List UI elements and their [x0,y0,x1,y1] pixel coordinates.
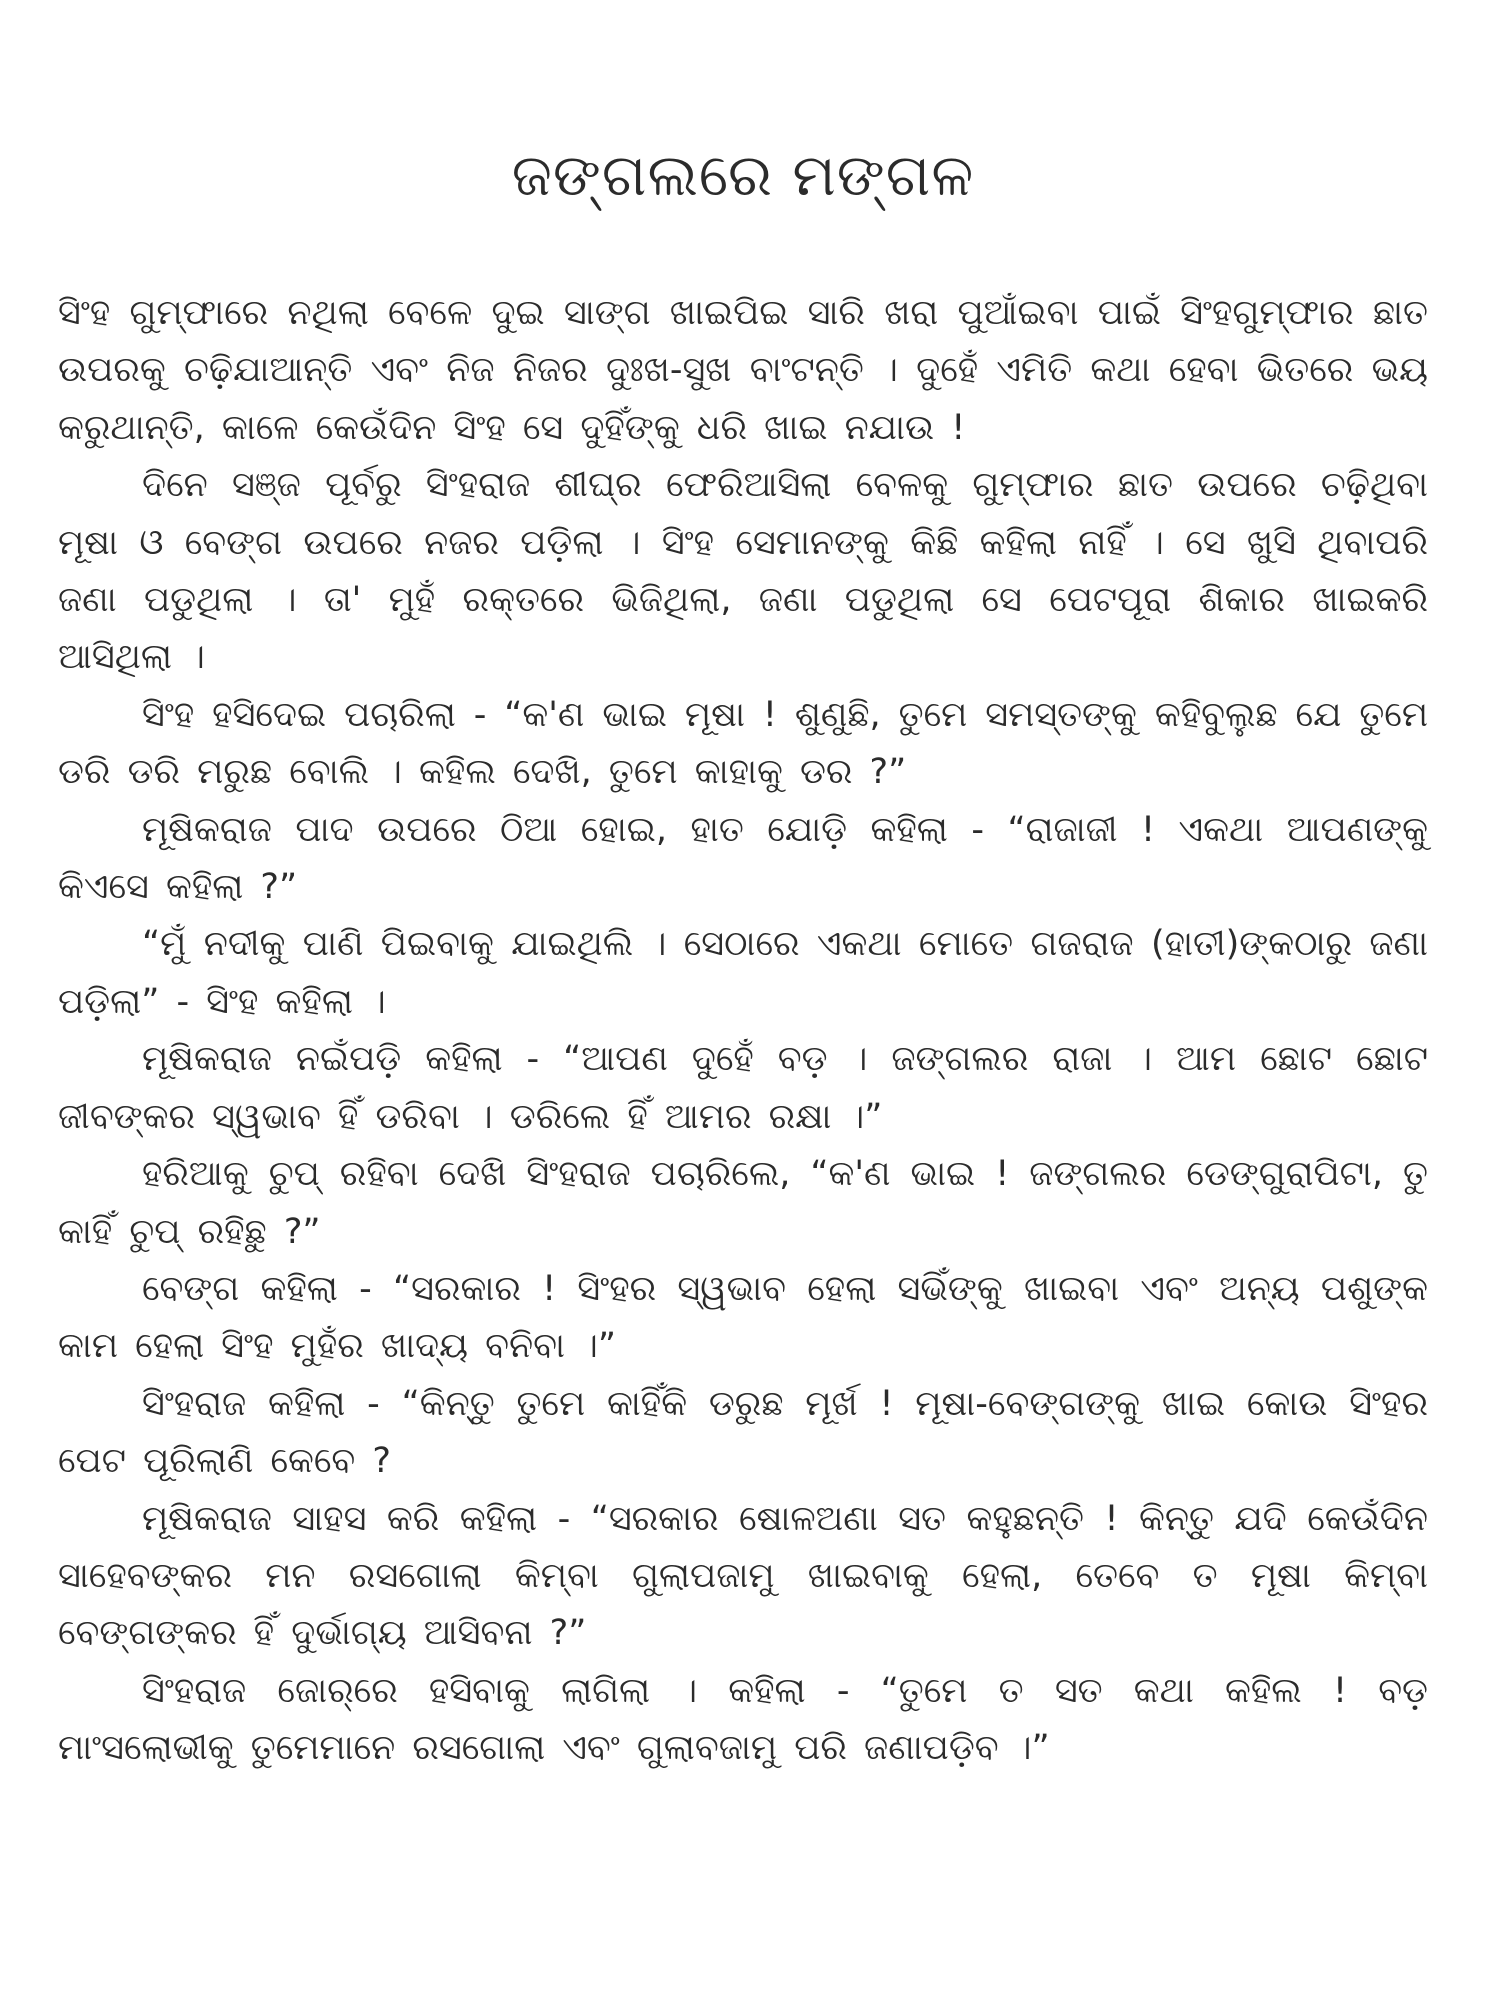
story-body [58,285,1428,1778]
story-title: ଜଙ୍ଗଲରେ ମଙ୍ଗଳ [511,141,975,209]
paragraph: ସିଂହ ହସିଦେଇ ପଚାରିଲା - “କ'ଣ ଭାଇ ମୂଷା ! ଶୁଣୁଛି, ତୁମେ ସମସ୍ତଙ୍କୁ କହିବୁଲୁଛ ଯେ ତୁମେ ଡରି ଡରି ମରୁଛ ବୋଲି । କହିଲ ଦେଖି, ତୁମେ କାହାକୁ ଡର ?” [58,694,1428,793]
paragraph: ବେଙ୍ଗ କହିଲା - “ସରକାର ! ସିଂହର ସ୍ୱଭାବ ହେଲା ସଭିଁଙ୍କୁ ଖାଇବା ଏବଂ ଅନ୍ୟ ପଶୁଙ୍କ କାମ ହେଲା ସିଂହ ମୁହଁର ଖାଦ୍ୟ ବନିବା ।” [58,1268,1428,1367]
paragraph: ସିଂହରାଜ କହିଲା - “କିନ୍ତୁ ତୁମେ କାହିଁକି ଡରୁଛ ମୂର୍ଖ ! ମୂଷା-ବେଙ୍ଗଙ୍କୁ ଖାଇ କୋଉ ସିଂହର ପେଟ ପୂରିଲାଣି କେବେ ? [58,1383,1428,1482]
paragraph: ମୂଷିକରାଜ ସାହସ କରି କହିଲା - “ସରକାର ଷୋଳଅଣା ସତ କହୁଛନ୍ତି ! କିନ୍ତୁ ଯଦି କେଉଁଦିନ ସାହେବଙ୍କର ମନ ରସଗୋଲା କିମ୍ବା ଗୁଲାପଜାମୁ ଖାଇବାକୁ ହେଲା, ତେବେ ତ ମୂଷା କିମ୍ବା ବେଙ୍ଗଙ୍କର ହିଁ ଦୁର୍ଭାଗ୍ୟ ଆସିବନା ?” [58,1498,1428,1654]
paragraph: ମୂଷିକରାଜ ନଇଁପଡ଼ି କହିଲା - “ଆପଣ ଦୁହେଁ ବଡ଼ । ଜଙ୍ଗଲର ରାଜା । ଆମ ଛୋଟ ଛୋଟ ଜୀବଙ୍କର ସ୍ୱଭାବ ହିଁ ଡରିବା । ଡରିଲେ ହିଁ ଆମର ରକ୍ଷା ।” [58,1039,1428,1137]
paragraph: “ମୁଁ ନଦୀକୁ ପାଣି ପିଇବାକୁ ଯାଇଥିଲି । ସେଠାରେ ଏକଥା ମୋତେ ଗଜରାଜ (ହାତୀ)ଙ୍କଠାରୁ ଜଣା ପଡ଼ିଲା” - ସିଂହ କହିଲା । [58,924,1428,1022]
paragraph: ସିଂହରାଜ ଜୋର୍‌ରେ ହସିବାକୁ ଲାଗିଲା । କହିଲା - “ତୁମେ ତ ସତ କଥା କହିଲ ! ବଡ଼ ମାଂସଲୋଭୀକୁ ତୁମେମାନେ ରସଗୋଲା ଏବଂ ଗୁଲାବଜାମୁ ପରି ଜଣାପଡ଼ିବ ।” [58,1670,1428,1769]
paragraph: ସିଂହ ଗୁମ୍ଫାରେ ନଥିଲା ବେଳେ ଦୁଇ ସାଙ୍ଗ ଖାଇପିଇ ସାରି ଖରା ପୁଆଁଇବା ପାଇଁ ସିଂହଗୁମ୍ଫାର ଛାତ ଉପରକୁ ଚଢ଼ିଯାଆନ୍ତି ଏବଂ ନିଜ ନିଜର ଦୁଃଖ-ସୁଖ ବାଂଟନ୍ତି । ଦୁହେଁ ଏମିତି କଥା ହେବା ଭିତରେ ଭୟ କରୁଥାନ୍ତି, କାଳେ କେଉଁଦିନ ସିଂହ ସେ ଦୁହିଁଙ୍କୁ ଧରି ଖାଇ ନଯାଉ ! [58,293,1428,448]
paragraph: ଦିନେ ସଞ୍ଜ ପୂର୍ବରୁ ସିଂହରାଜ ଶୀଘ୍ର ଫେରିଆସିଲା ବେଳକୁ ଗୁମ୍ଫାର ଛାତ ଉପରେ ଚଢ଼ିଥିବା ମୂଷା ଓ ବେଙ୍ଗ ଉପରେ ନଜର ପଡ଼ିଲା । ସିଂହ ସେମାନଙ୍କୁ କିଛି କହିଲା ନାହିଁ । ସେ ଖୁସି ଥିବାପରି ଜଣା ପଡୁଥିଲା । ତା' ମୁହଁ ରକ୍ତରେ ଭିଜିଥିଲା, ଜଣା ପଡୁଥିଲା ସେ ପେଟପୂରା ଶିକାର ଖାଇକରି ଆସିଥିଲା । [58,465,1428,678]
paragraph: ମୂଷିକରାଜ ପାଦ ଉପରେ ଠିଆ ହୋଇ, ହାତ ଯୋଡ଼ି କହିଲା - “ରାଜାଜୀ ! ଏକଥା ଆପଣଙ୍କୁ କିଏସେ କହିଲା ?” [58,809,1428,908]
paragraph: ହରିଆକୁ ଚୁପ୍ ରହିବା ଦେଖି ସିଂହରାଜ ପଚାରିଲେ, “କ'ଣ ଭାଇ ! ଜଙ୍ଗଲର ଡେଙ୍ଗୁରାପିଟା, ତୁ କାହିଁ ଚୁପ୍ ରହିଛୁ ?” [58,1154,1428,1252]
